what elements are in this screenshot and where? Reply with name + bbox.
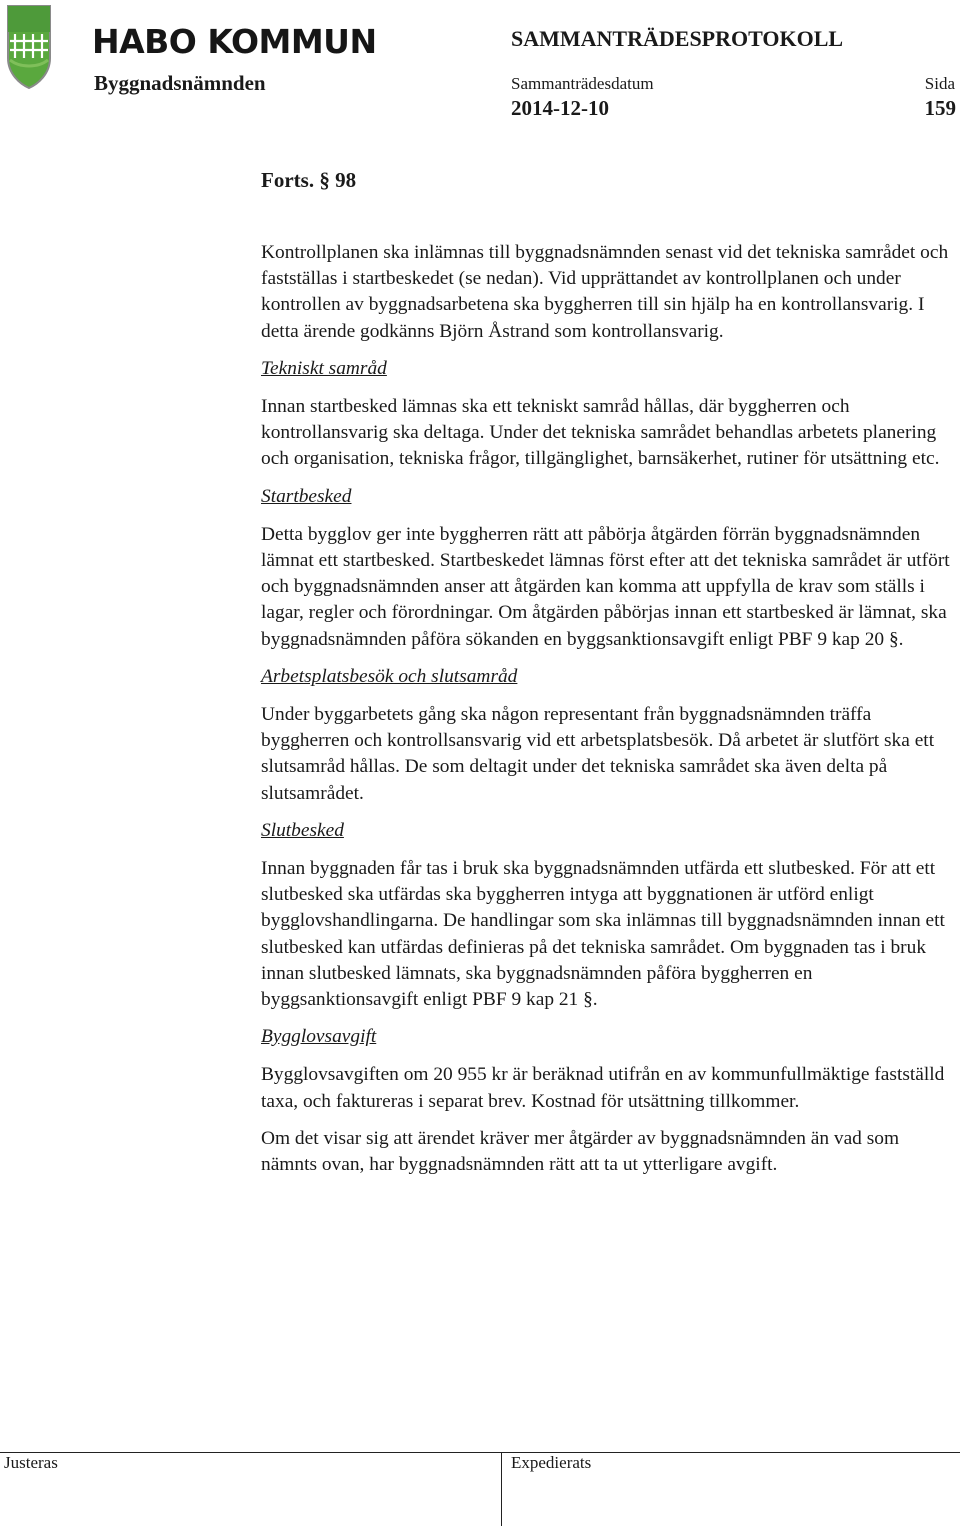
page-label: Sida bbox=[924, 74, 955, 93]
heading-bygglovsavgift: Bygglovsavgift bbox=[261, 1026, 377, 1048]
committee-name: Byggnadsnämnden bbox=[94, 71, 266, 95]
protocol-body bbox=[261, 166, 957, 1189]
paragraph-tekniskt-samrad: Innan startbesked lämnas ska ett tekniskt samråd hållas, där byggherren och kontrollansvarig ska deltaga. Under det tekniska samrådet behandlas arbetets planering och organisation, tekniska frågor, tillgänglighet, barnsäkerhet, rutiner för utsättning etc. bbox=[261, 396, 940, 470]
brand-name: HABO KOMMUN bbox=[92, 22, 377, 61]
intro-paragraph: Kontrollplanen ska inlämnas till byggnadsnämnden senast vid det tekniska samrådet och fastställas i startbeskedet (se nedan). Vid upprättandet av kontrollplanen och under kontrollen av byggnadsarbetena ska byggherren till sin hjälp ha en kontrollansvarig. I detta ärende godkänns Björn Åstrand som kontrollansvarig. bbox=[261, 242, 949, 342]
heading-slutbesked: Slutbesked bbox=[261, 819, 344, 841]
paragraph-startbesked: Detta bygglov ger inte byggherren rätt att påbörja åtgärden förrän byggnadsnämnden lämnat ett startbesked. Startbeskedet lämnas först efter att det tekniska samrådet är utfört och byggnadsnämnden anser att åtgärden kan komma att uppfylla de krav som ställs i lagar, regler och förordningar. Om åtgärden påbörjas innan ett startbesked är lämnat, ska byggnadsnämnden påföra sökanden en byggsanktionsavgift enligt PBF 9 kap 20 §. bbox=[261, 523, 950, 650]
section-heading: Forts. § 98 bbox=[261, 168, 357, 192]
paragraph-bygglovsavgift: Bygglovsavgiften om 20 955 kr är beräknad utifrån en av kommunfullmäktige fastställd taxa, och faktureras i separat brev. Kostnad för utsättning tillkommer. bbox=[261, 1064, 945, 1112]
heading-startbesked: Startbesked bbox=[261, 485, 352, 507]
footer-rule bbox=[0, 1452, 960, 1453]
meeting-date-value: 2014-12-10 bbox=[511, 96, 609, 120]
paragraph-ytterligare-avgift: Om det visar sig att ärendet kräver mer åtgärder av byggnadsnämnden än vad som nämnts ovan, har byggnadsnämnden rätt att ta ut ytterligare avgift. bbox=[261, 1127, 900, 1176]
meeting-date-label: Sammanträdesdatum bbox=[511, 74, 654, 93]
justeras-label: Justeras bbox=[4, 1453, 58, 1472]
page-number: 159 bbox=[924, 96, 956, 120]
paragraph-slutbesked: Innan byggnaden får tas i bruk ska byggnadsnämnden utfärda ett slutbesked. För att ett slutbesked ska utfärdas ska byggherren intyga att byggnationen är utförd enligt bygglovshandlingarna. De handlingar som ska inlämnas till byggnadsnämnden innan ett slutbesked kan utfärdas definieras på det tekniska samrådet. Om byggnaden tas i bruk innan slutbesked lämnats, ska byggnadsnämnden påföra byggherren en byggsanktionsavgift enligt PBF 9 kap 21 §. bbox=[261, 858, 945, 1011]
heading-arbetsplatsbesok: Arbetsplatsbesök och slutsamråd bbox=[261, 665, 518, 687]
document-type: SAMMANTRÄDESPROTOKOLL bbox=[511, 26, 844, 51]
habo-coat-of-arms-icon bbox=[6, 4, 52, 90]
expedierats-label: Expedierats bbox=[511, 1453, 592, 1472]
paragraph-arbetsplatsbesok: Under byggarbetets gång ska någon representant från byggnadsnämnden träffa byggherren och kontrollsansvarig vid ett arbetsplatsbesök. Då arbetet är slutfört ska ett slutsamråd hållas. De som deltagit under det tekniska samrådet ska även delta på slutsamrådet. bbox=[261, 704, 935, 804]
footer-divider bbox=[501, 1452, 502, 1526]
heading-tekniskt-samrad: Tekniskt samråd bbox=[261, 357, 387, 379]
